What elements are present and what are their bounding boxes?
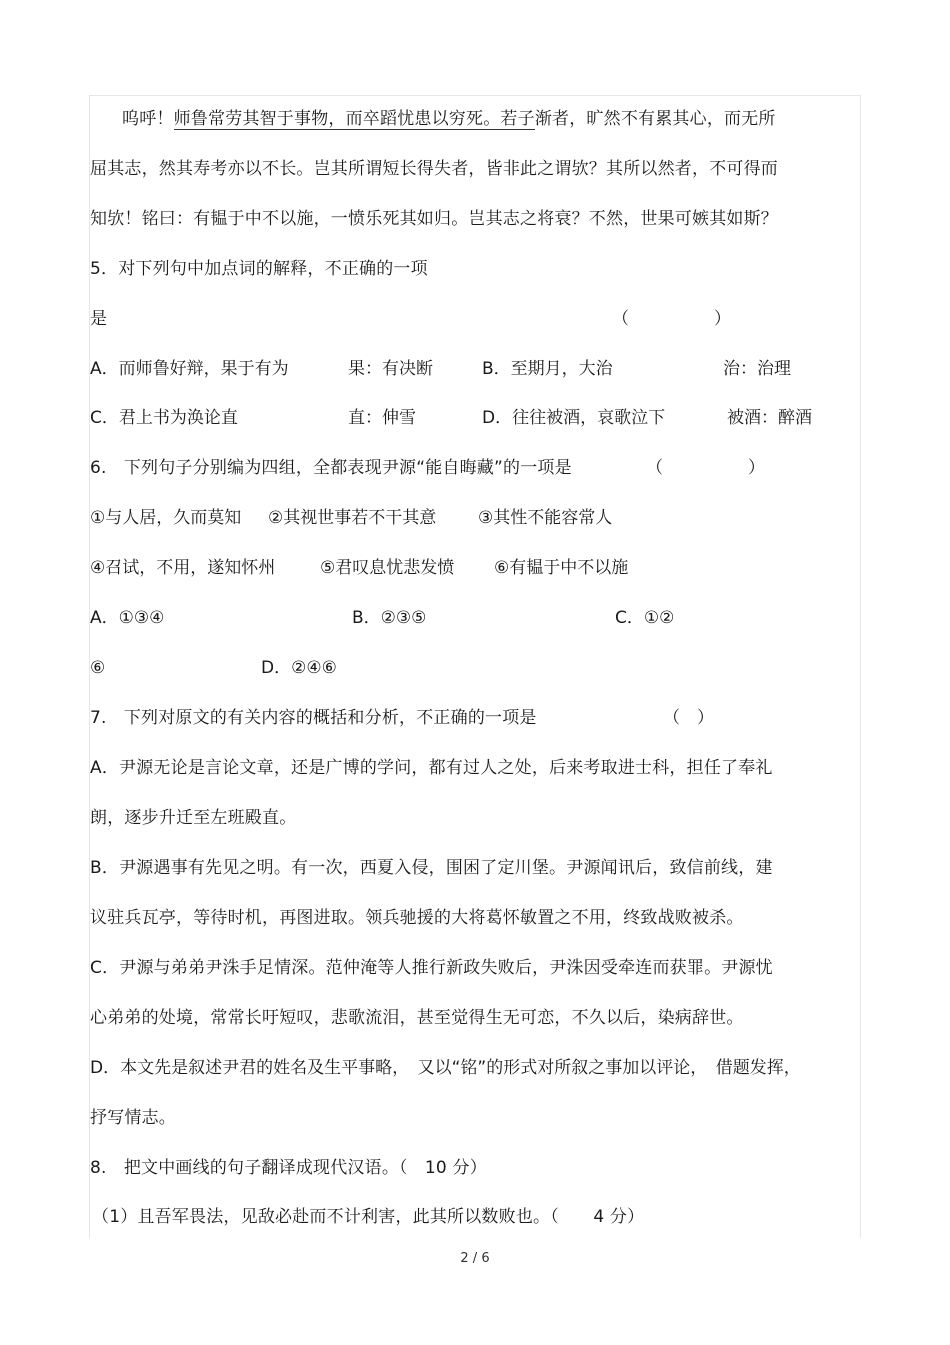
q6-item-3: ③其性不能容常人	[478, 508, 613, 528]
q7-option-d-line-1: D．本文先是叙述尹君的姓名及生平事略， 又以“铭”的形式对所叙之事加以评论， 借题发挥，	[90, 1058, 801, 1078]
q7-option-c-line-2: 心弟弟的处境，常常长吁短叹，悲歌流泪，甚至觉得生无可恋，不久以后，染病辞世。	[90, 1008, 744, 1028]
q7-option-a-line-1: A．尹源无论是言论文章，还是广博的学问，都有过人之处，后来考取进士科，担任了奉礼	[90, 758, 773, 778]
passage-line-1	[122, 106, 776, 132]
q7-answer-paren: （ ）	[663, 708, 714, 728]
q6-item-1: ①与人居，久而莫知	[90, 508, 242, 528]
q6-option-c-cont: ⑥	[90, 658, 106, 678]
q5-option-c-gloss: 直：伸雪	[348, 408, 416, 428]
q5-answer-paren: （ ）	[612, 309, 731, 329]
q5-option-d: D．往往被酒，哀歌泣下	[482, 408, 666, 428]
underlined-fragment: 若子	[500, 109, 535, 129]
underlined-sentence: 师鲁常劳其智于事物，而卒蹈忧患以穷死。	[173, 109, 501, 129]
passage-line-2: 屈其志，然其寿考亦以不长。岂其所谓短长得失者，皆非此之谓欤？其所以然者，不可得而	[90, 159, 778, 179]
q7-option-d-line-2: 抒写情志。	[90, 1108, 176, 1128]
q5-option-d-gloss: 被酒：醉酒	[727, 408, 812, 428]
passage-line-1-end: 渐者，旷然不有累其心，而无所	[534, 109, 776, 129]
q5-stem-cont: 是	[90, 309, 108, 329]
q7-option-b-line-2: 议驻兵瓦亭，等待时机，再图进取。领兵驰援的大将葛怀敏置之不用，终致战败被杀。	[90, 908, 744, 928]
q6-option-c: C．①②	[615, 608, 675, 628]
q8-stem: 8. 把文中画线的句子翻译成现代汉语。（ 10 分）	[90, 1158, 487, 1178]
q5-option-c: C．君上书为涣论直	[90, 408, 238, 428]
q5-option-a-gloss: 果：有决断	[348, 359, 433, 379]
q6-option-a: A．①③④	[90, 608, 165, 628]
page-number: 2 / 6	[460, 1251, 490, 1266]
q6-option-d: D．②④⑥	[261, 658, 337, 678]
q6-item-6: ⑥有韫于中不以施	[494, 558, 629, 578]
q7-option-c-line-1: C．尹源与弟弟尹洙手足情深。范仲淹等人推行新政失败后，尹洙因受牵连而获罪。尹源忧	[90, 958, 773, 978]
q5-option-b: B．至期月，大治	[482, 359, 613, 379]
q6-answer-paren: （ ）	[646, 458, 765, 478]
q5-option-a: A．而师鲁好辩，果于有为	[90, 359, 289, 379]
q8-sub-question-1: （1）且吾军畏法，见敌必赴而不计利害，此其所以数败也。（ 4 分）	[92, 1207, 645, 1227]
q7-option-b-line-1: B．尹源遇事有先见之明。有一次，西夏入侵，围困了定川堡。尹源闻讯后，致信前线，建	[90, 858, 773, 878]
q7-option-a-line-2: 朗，逐步升迁至左班殿直。	[90, 808, 297, 828]
q6-item-5: ⑤君叹息忧悲发愤	[320, 558, 455, 578]
passage-line-3: 知欤！铭曰：有韫于中不以施，一愤乐死其如归。岂其志之将衰？不然，世果可嫉其如斯？	[90, 209, 778, 229]
q5-stem: 5．对下列句中加点词的解释，不正确的一项	[90, 259, 428, 279]
q5-option-b-gloss: 治：治理	[723, 359, 791, 379]
q6-option-b: B．②③⑤	[352, 608, 427, 628]
q6-item-4: ④召试，不用，遂知怀州	[90, 558, 276, 578]
q6-stem: 6. 下列句子分别编为四组，全都表现尹源“能自晦藏”的一项是	[90, 458, 572, 478]
passage-line-1-start: 呜呼！	[122, 109, 174, 129]
q6-item-2: ②其视世事若不干其意	[268, 508, 437, 528]
q7-stem: 7. 下列对原文的有关内容的概括和分析，不正确的一项是	[90, 708, 537, 728]
